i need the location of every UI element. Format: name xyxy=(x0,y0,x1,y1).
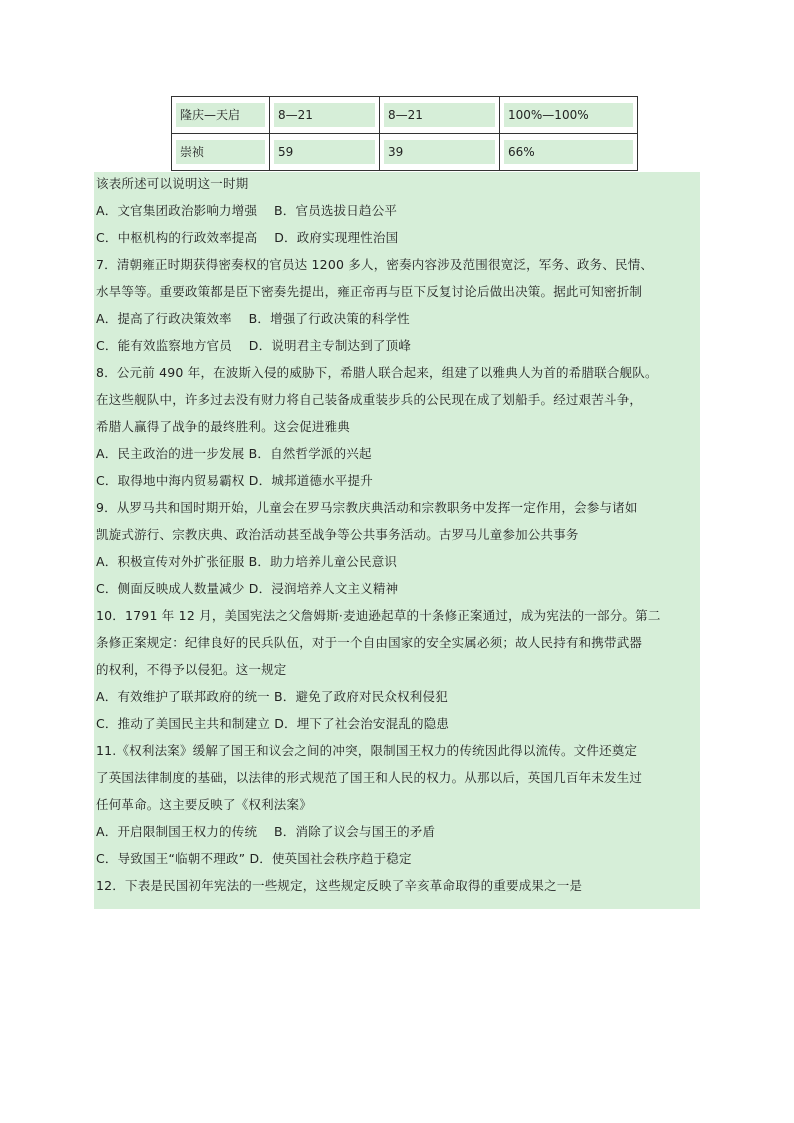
question-line: 条修正案规定：纪律良好的民兵队伍，对于一个自由国家的安全实属必须；故人民持有和携带武器 xyxy=(96,635,643,650)
text-line: 该表所述可以说明这一时期 xyxy=(96,176,249,191)
table-cell: 8—21 xyxy=(270,97,380,134)
table-cell: 8—21 xyxy=(380,97,500,134)
question-line: 11.《权利法案》缓解了国王和议会之间的冲突，限制国王权力的传统因此得以流传。文件还奠定 xyxy=(96,743,638,758)
table-cell: 39 xyxy=(380,134,500,171)
option-line: A．积极宣传对外扩张征服 B．助力培养儿童公民意识 xyxy=(96,554,398,569)
question-line: 的权利，不得予以侵犯。这一规定 xyxy=(96,662,287,677)
data-table xyxy=(171,96,638,171)
table-row xyxy=(172,134,638,171)
option-line: A．民主政治的进一步发展 B．自然哲学派的兴起 xyxy=(96,446,372,461)
option-line: C．中枢机构的行政效率提高 D．政府实现理性治国 xyxy=(96,230,399,245)
table-cell: 隆庆—天启 xyxy=(172,97,270,134)
option-line: A．提高了行政决策效率 B．增强了行政决策的科学性 xyxy=(96,311,410,326)
option-line: A．文官集团政治影响力增强 B．官员选拔日趋公平 xyxy=(96,203,398,218)
question-line: 12．下表是民国初年宪法的一些规定，这些规定反映了辛亥革命取得的重要成果之一是 xyxy=(96,878,583,893)
table-row xyxy=(172,97,638,134)
question-line: 8．公元前 490 年，在波斯入侵的威胁下，希腊人联合起来，组建了以雅典人为首的希腊联合舰队。 xyxy=(96,365,658,380)
question-line: 在这些舰队中，许多过去没有财力将自己装备成重装步兵的公民现在成了划船手。经过艰苦斗争， xyxy=(96,392,643,407)
table-cell: 66% xyxy=(500,134,638,171)
option-line: C．侧面反映成人数量减少 D．浸润培养人文主义精神 xyxy=(96,581,399,596)
table-cell: 100%—100% xyxy=(500,97,638,134)
question-line: 了英国法律制度的基础，以法律的形式规范了国王和人民的权力。从那以后，英国几百年未发生过 xyxy=(96,770,643,785)
table-cell: 59 xyxy=(270,134,380,171)
question-line: 希腊人赢得了战争的最终胜利。这会促进雅典 xyxy=(96,419,351,434)
question-line: 任何革命。这主要反映了《权利法案》 xyxy=(96,797,312,812)
option-line: C．推动了美国民主共和制建立 D．埋下了社会治安混乱的隐患 xyxy=(96,716,450,731)
question-line: 9．从罗马共和国时期开始，儿童会在罗马宗教庆典活动和宗教职务中发挥一定作用，会参与诸如 xyxy=(96,500,638,515)
option-line: C．取得地中海内贸易霸权 D．城邦道德水平提升 xyxy=(96,473,373,488)
option-line: A．有效维护了联邦政府的统一 B．避免了政府对民众权利侵犯 xyxy=(96,689,448,704)
question-line: 凯旋式游行、宗教庆典、政治活动甚至战争等公共事务活动。古罗马儿童参加公共事务 xyxy=(96,527,579,542)
option-line: C．能有效监察地方官员 D．说明君主专制达到了顶峰 xyxy=(96,338,412,353)
option-line: A．开启限制国王权力的传统 B．消除了议会与国王的矛盾 xyxy=(96,824,436,839)
question-line: 10．1791 年 12 月，美国宪法之父詹姆斯·麦迪逊起草的十条修正案通过，成为宪法的一部分。第二 xyxy=(96,608,661,623)
question-line: 水旱等等。重要政策都是臣下密奏先提出，雍正帝再与臣下反复讨论后做出决策。据此可知密折制 xyxy=(96,284,643,299)
question-line: 7．清朝雍正时期获得密奏权的官员达 1200 多人，密奏内容涉及范围很宽泛，军务、政务、民情、 xyxy=(96,257,654,272)
table-cell: 崇祯 xyxy=(172,134,270,171)
option-line: C．导致国王“临朝不理政” D．使英国社会秩序趋于稳定 xyxy=(96,851,412,866)
